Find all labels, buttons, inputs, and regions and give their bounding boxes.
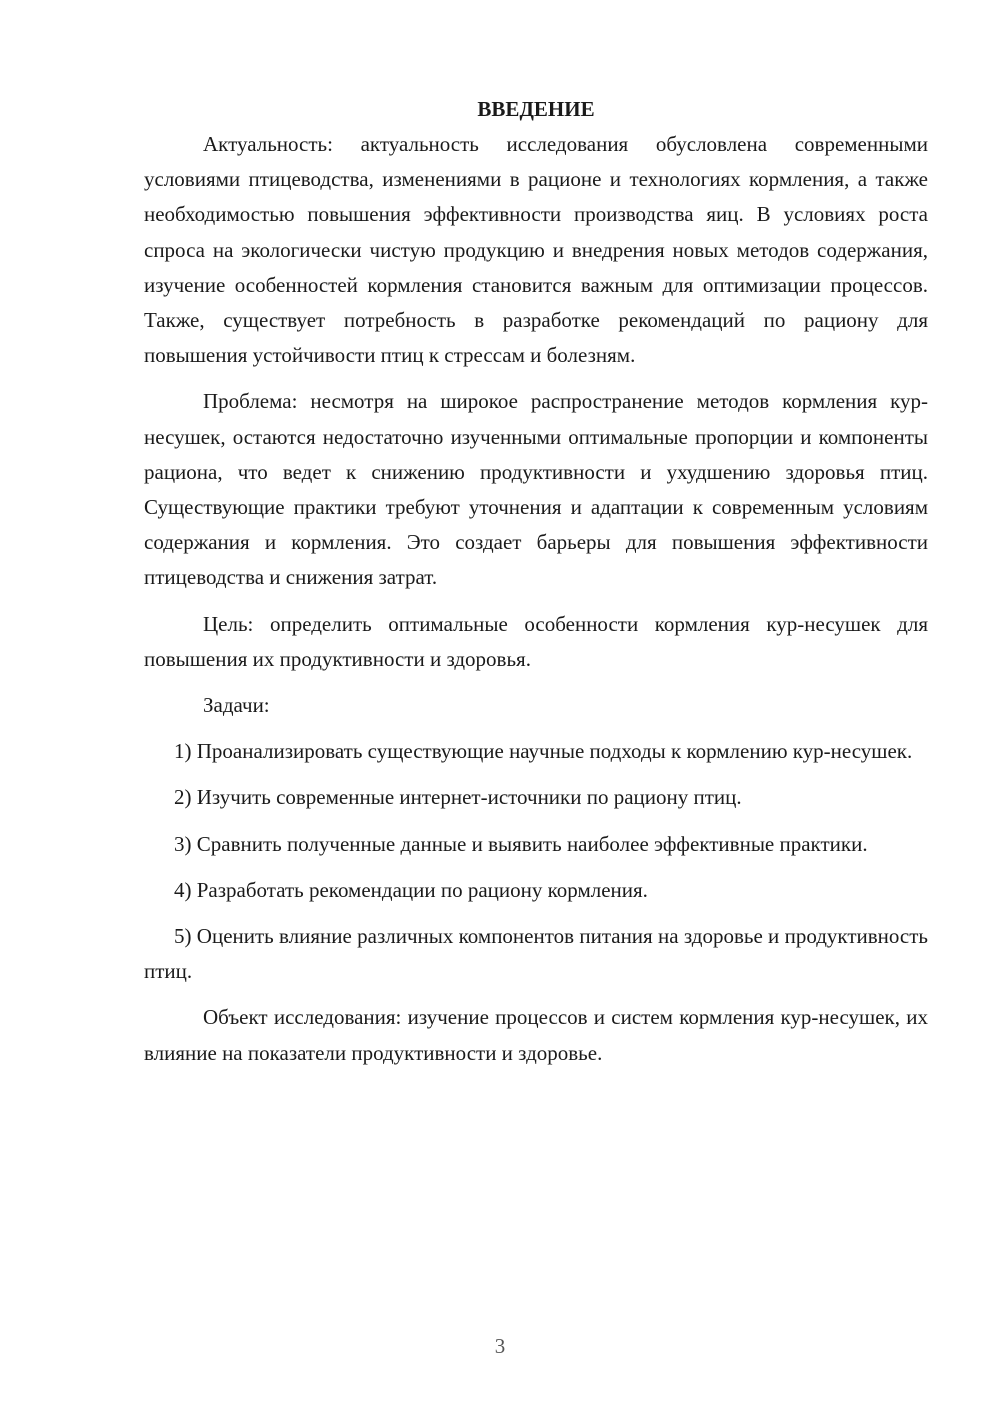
task-item-4: 4) Разработать рекомендации по рациону кормления. xyxy=(174,877,648,902)
object-paragraph: Объект исследования: изучение процессов и систем кормления кур-несушек, их влияние на показатели продуктивности и здоровье. xyxy=(144,1005,928,1065)
tasks-heading: Задачи: xyxy=(203,693,270,718)
task-item-3: 3) Сравнить полученные данные и выявить наиболее эффективные практики. xyxy=(174,831,868,856)
page-number: 3 xyxy=(494,1334,506,1358)
task-item-1: 1) Проанализировать существующие научные подходы к кормлению кур-несушек. xyxy=(174,739,913,764)
relevance-paragraph: Актуальность: актуальность исследования обусловлена современными условиями птицеводства, изменениями в рационе и технологиях кормления, а также необходимостью повышения эффективности производства яиц. В условиях роста спроса на экологически чистую продукцию и внедрения новых методов содержания, изучение особенностей кормления становится важным для оптимизации процессов. Также, существует потребность в разработке рекомендаций по рациону для повышения устойчивости птиц к стрессам и болезням. xyxy=(144,132,928,368)
document-page xyxy=(144,92,928,1071)
goal-paragraph: Цель: определить оптимальные особенности кормления кур-несушек для повышения их продуктивности и здоровья. xyxy=(144,611,928,671)
problem-paragraph: Проблема: несмотря на широкое распространение методов кормления кур-несушек, остаются недостаточно изученными оптимальные пропорции и компоненты рациона, что ведет к снижению продуктивности и ухудшению здоровья птиц. Существующие практики требуют уточнения и адаптации к современным условиям содержания и кормления. Это создает барьеры для повышения эффективности птицеводства и снижения затрат. xyxy=(144,389,928,590)
section-heading: ВВЕДЕНИЕ xyxy=(477,97,595,121)
task-item-2: 2) Изучить современные интернет-источники по рациону птиц. xyxy=(174,785,742,810)
task-item-5: 5) Оценить влияние различных компонентов питания на здоровье и продуктивность птиц. xyxy=(144,924,928,984)
